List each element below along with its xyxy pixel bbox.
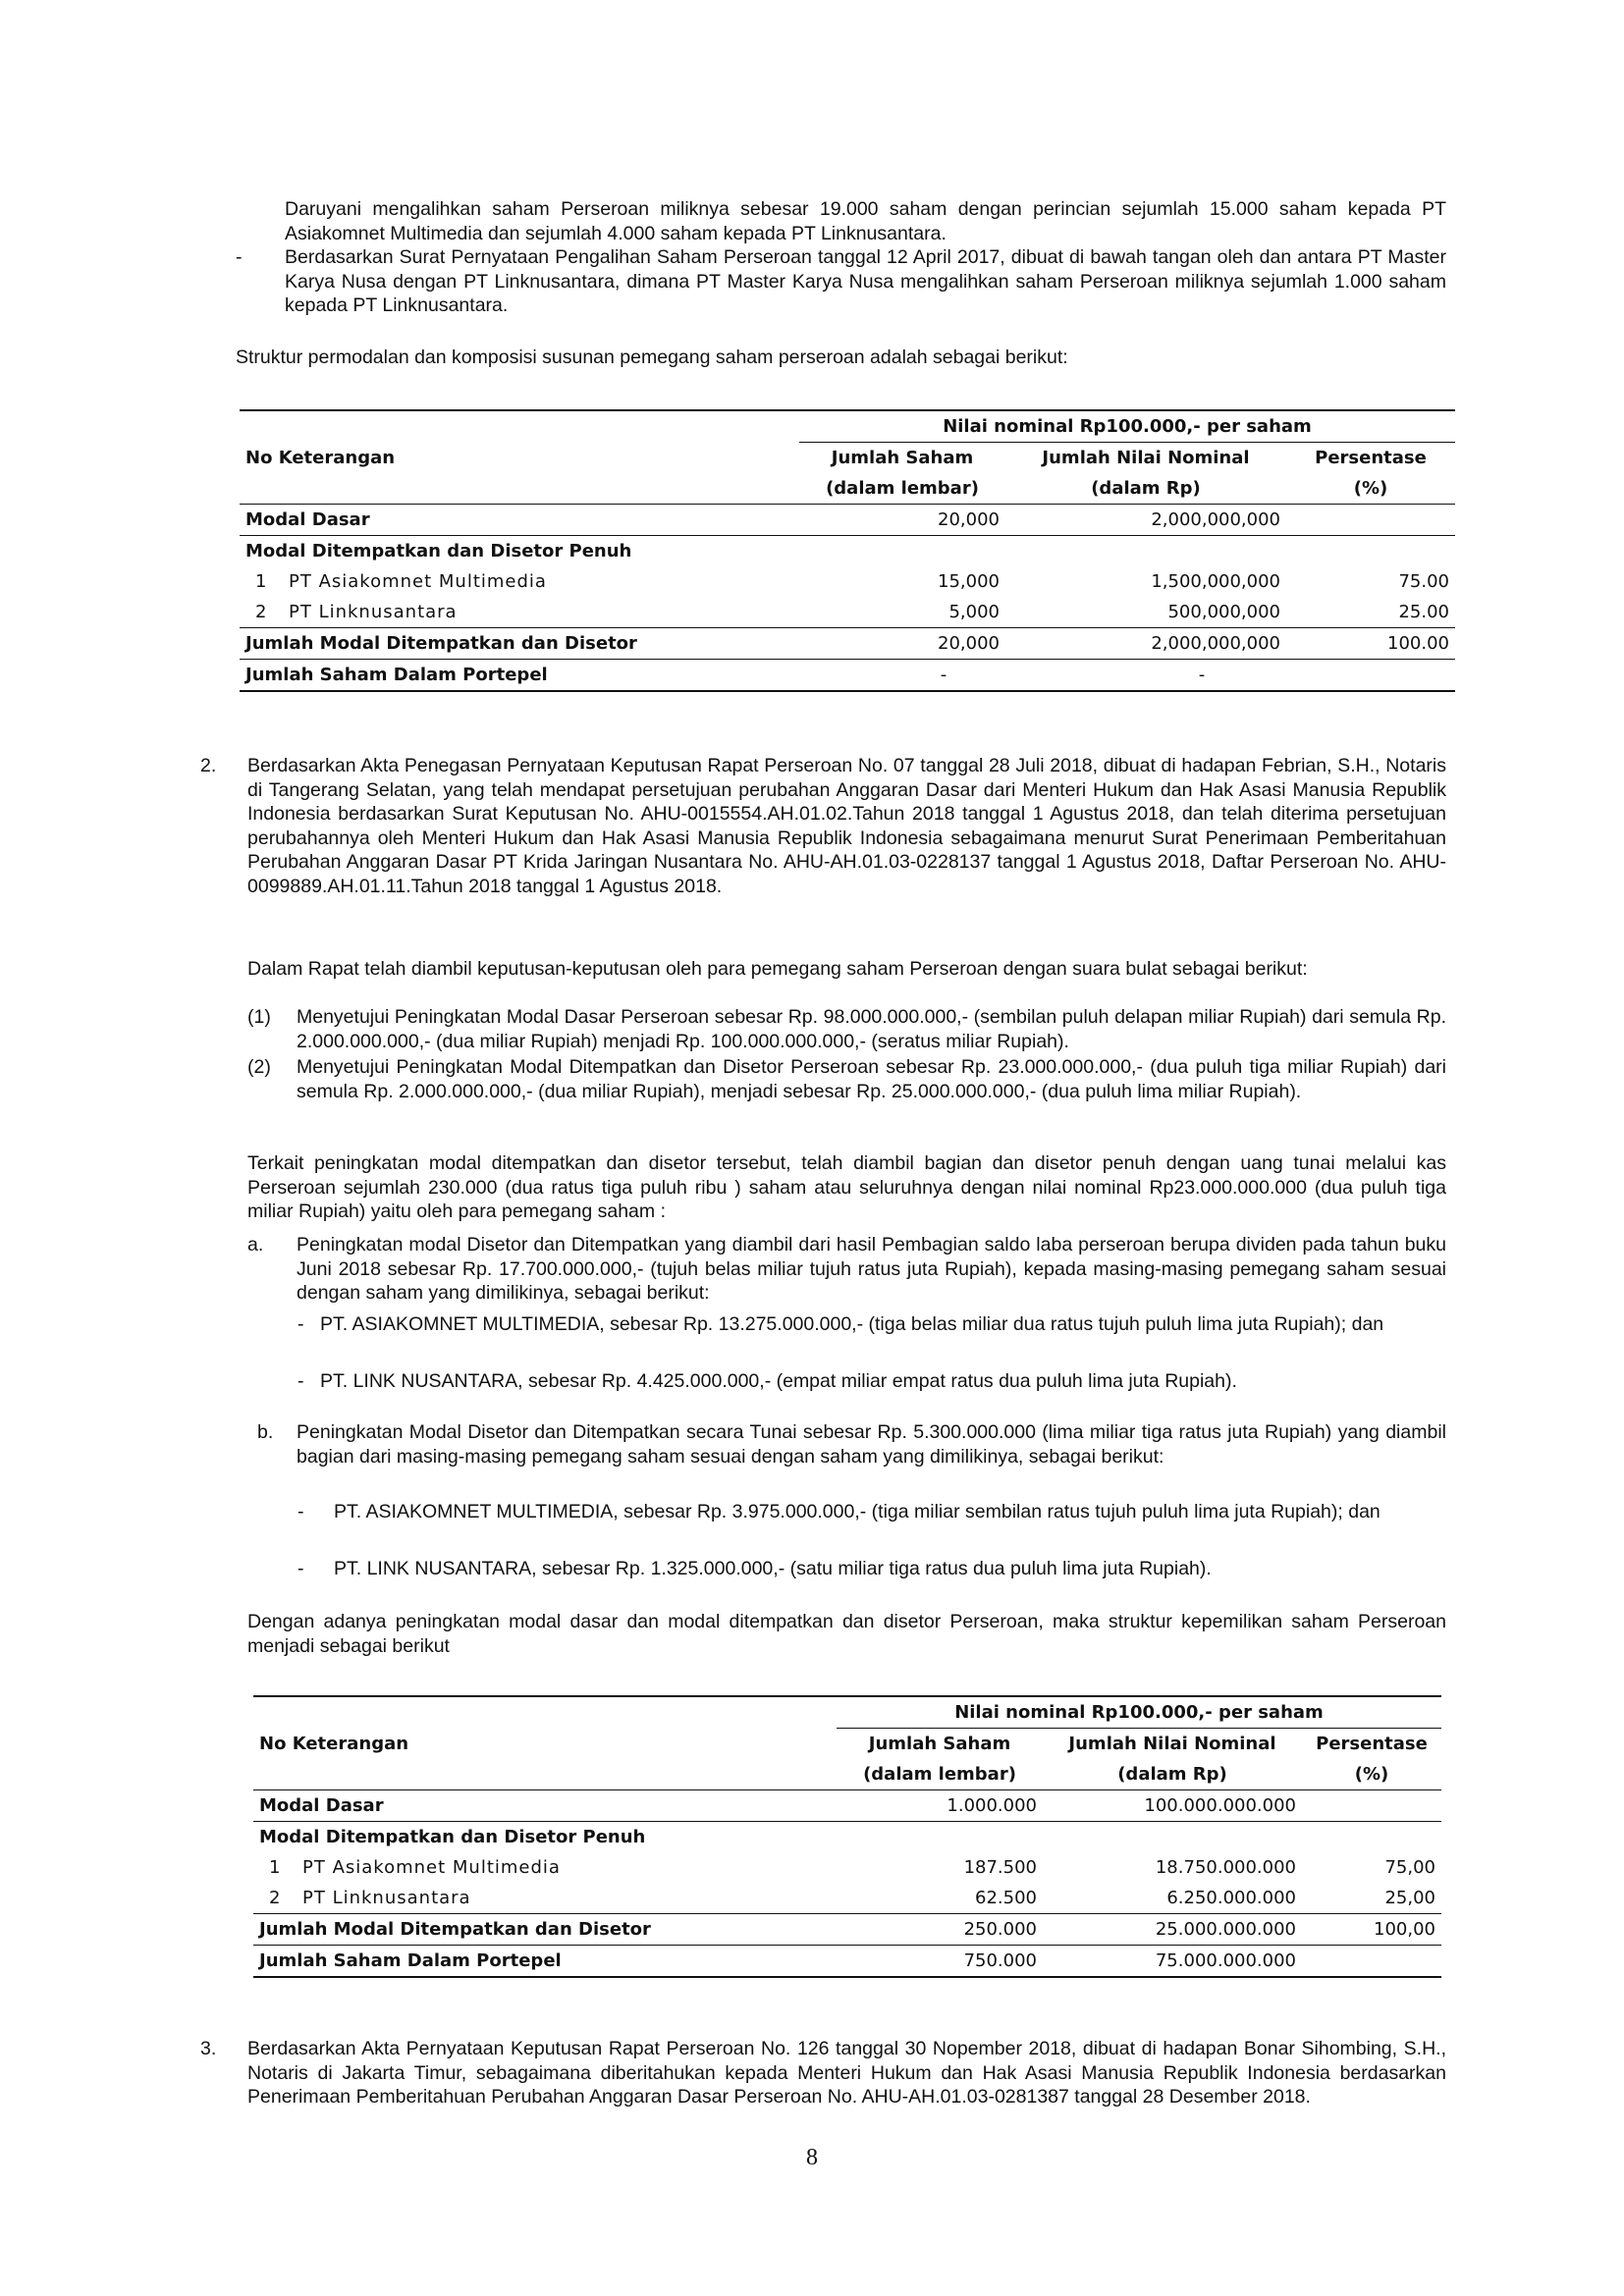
table1-header-row <box>240 443 1455 474</box>
section2-para3: Terkait peningkatan modal ditempatkan dan disetor tersebut, telah diambil bagian dan disetor penuh dengan uang tunai melalui kas Perseroan sejumlah 230.000 (dua ratus tiga puluh ribu ) saham atau seluruhnya dengan nilai nominal Rp23.000.000.000 (dua puluh tiga miliar Rupiah) yaitu oleh para pemegang saham : <box>247 1152 1446 1222</box>
decision-2-number: (2) <box>247 1056 271 1078</box>
point-a-dash-2: - <box>298 1370 304 1392</box>
page-number: 8 <box>806 2145 818 2170</box>
table1-row1-pct: 75.00 <box>1398 571 1449 592</box>
table1-row2-nilai: 500,000,000 <box>1167 602 1280 622</box>
structure-intro: Struktur permodalan dan komposisi susunan pemegang saham perseroan adalah sebagai berikut: <box>236 347 1068 368</box>
table1-row1-label: PT Asiakomnet Multimedia <box>289 571 547 592</box>
table2-portepel-row <box>253 1946 1441 1978</box>
table1-modal-dasar-label: Modal Dasar <box>240 505 799 536</box>
table2-modal-dasar-saham: 1.000.000 <box>837 1790 1043 1822</box>
point-a-dash-1: - <box>298 1313 304 1335</box>
table1-portepel-nilai: - <box>1005 660 1286 692</box>
table1-modal-dasar-nilai: 2,000,000,000 <box>1005 505 1286 536</box>
table1-row1-saham: 15,000 <box>938 571 1000 592</box>
table-row <box>240 597 1455 628</box>
table1-section-row <box>240 536 1455 567</box>
table2-row2-no: 2 <box>269 1888 281 1908</box>
table2-portepel-nilai: 75.000.000.000 <box>1043 1946 1302 1978</box>
table2-col-nilai: Jumlah Nilai Nominal <box>1068 1734 1276 1754</box>
table2-unit-nilai: (dalam Rp) <box>1117 1764 1227 1785</box>
table1-portepel-row <box>240 660 1455 692</box>
capital-structure-table-1 <box>240 409 1455 692</box>
table1-jumlah-saham: 20,000 <box>799 628 1005 660</box>
table2-row1-nilai: 18.750.000.000 <box>1155 1857 1296 1878</box>
point-b-dash-2: - <box>298 1558 304 1579</box>
table2-unit-pct: (%) <box>1354 1764 1389 1785</box>
table1-portepel-saham: - <box>799 660 1005 692</box>
table2-row1-pct: 75,00 <box>1384 1857 1435 1878</box>
table1-group-header: Nilai nominal Rp100.000,- per saham <box>799 410 1455 443</box>
table1-jumlah-label: Jumlah Modal Ditempatkan dan Disetor <box>240 628 799 660</box>
table2-row2-nilai: 6.250.000.000 <box>1166 1888 1296 1908</box>
point-a-bullet-2: PT. LINK NUSANTARA, sebesar Rp. 4.425.000.000,- (empat miliar empat ratus dua puluh lima juta Rupiah). <box>320 1370 1237 1392</box>
table2-row2-name <box>253 1883 837 1914</box>
table1-unit-saham: (dalam lembar) <box>826 478 979 499</box>
table2-row2-label: PT Linknusantara <box>302 1888 471 1908</box>
table2-unit-saham: (dalam lembar) <box>863 1764 1016 1785</box>
decision-1: Menyetujui Peningkatan Modal Dasar Perseroan sebesar Rp. 98.000.000.000,- (sembilan puluh delapan miliar Rupiah) dari semula Rp. 2.000.000.000,- (dua miliar Rupiah) menjadi Rp. 100.000.000.000,- (seratus miliar Rupiah). <box>297 1006 1446 1052</box>
table2-portepel-saham: 750.000 <box>837 1946 1043 1978</box>
table1-portepel-label: Jumlah Saham Dalam Portepel <box>240 660 799 692</box>
table-row <box>240 566 1455 597</box>
point-a-bullet-1: PT. ASIAKOMNET MULTIMEDIA, sebesar Rp. 13.275.000.000,- (tiga belas miliar dua ratus tujuh puluh lima juta Rupiah); dan <box>320 1313 1384 1335</box>
table2-group-header-row <box>253 1696 1441 1729</box>
table2-section-label: Modal Ditempatkan dan Disetor Penuh <box>253 1822 1441 1853</box>
decision-2: Menyetujui Peningkatan Modal Ditempatkan dan Disetor Perseroan sebesar Rp. 23.000.000.000,- (dua puluh tiga miliar Rupiah) dari semula Rp. 2.000.000.000,- (dua miliar Rupiah), menjadi sebesar Rp. 25.000.000.000,- (dua puluh lima miliar Rupiah). <box>297 1056 1446 1102</box>
table1-row1-name <box>240 566 799 597</box>
table1-row2-name <box>240 597 799 628</box>
table1-unit-nilai: (dalam Rp) <box>1091 478 1201 499</box>
table1-row2-no: 2 <box>255 602 267 622</box>
point-b-dash-1: - <box>298 1501 304 1522</box>
table2-header-row <box>253 1729 1441 1760</box>
section2-para2: Dalam Rapat telah diambil keputusan-keputusan oleh para pemegang saham Perseroan dengan suara bulat sebagai berikut: <box>247 958 1308 980</box>
intro-bullet: Berdasarkan Surat Pernyataan Pengalihan Saham Perseroan tanggal 12 April 2017, dibuat di bawah tangan oleh dan antara PT Master Karya Nusa dengan PT Linknusantara, dimana PT Master Karya Nusa mengalihkan saham Perseroan miliknya sejumlah 1.000 saham kepada PT Linknusantara. <box>285 246 1446 316</box>
section2-para4: Dengan adanya peningkatan modal dasar dan modal ditempatkan dan disetor Perseroan, maka struktur kepemilikan saham Perseroan menjadi sebagai berikut <box>247 1611 1446 1657</box>
point-b: Peningkatan Modal Disetor dan Ditempatkan secara Tunai sebesar Rp. 5.300.000.000 (lima miliar tiga ratus juta Rupiah) yang diambil bagian dari masing-masing pemegang saham sesuai dengan saham yang dimilikinya, sebagai berikut: <box>297 1421 1446 1468</box>
table2-row2-saham: 62.500 <box>975 1888 1037 1908</box>
table2-row1-name <box>253 1852 837 1883</box>
table1-col-pct: Persentase <box>1315 448 1427 468</box>
table1-col-nilai: Jumlah Nilai Nominal <box>1042 448 1250 468</box>
table2-modal-dasar-label: Modal Dasar <box>253 1790 837 1822</box>
table1-group-header-row <box>240 410 1455 443</box>
table1-jumlah-nilai: 2,000,000,000 <box>1005 628 1286 660</box>
table1-col-jumlah-saham: Jumlah Saham <box>831 448 974 468</box>
table1-modal-dasar-row <box>240 505 1455 536</box>
table1-row2-saham: 5,000 <box>948 602 1000 622</box>
table1-unit-row <box>240 473 1455 505</box>
section2-number: 2. <box>200 755 217 776</box>
table2-jumlah-pct: 100,00 <box>1302 1914 1441 1946</box>
table2-jumlah-label: Jumlah Modal Ditempatkan dan Disetor <box>253 1914 837 1946</box>
table1-unit-pct: (%) <box>1353 478 1388 499</box>
table2-row1-no: 1 <box>269 1857 281 1878</box>
table1-row2-pct: 25.00 <box>1398 602 1449 622</box>
table2-jumlah-nilai: 25.000.000.000 <box>1043 1914 1302 1946</box>
table2-row1-saham: 187.500 <box>963 1857 1037 1878</box>
table1-row1-nilai: 1,500,000,000 <box>1151 571 1280 592</box>
table1-row2-label: PT Linknusantara <box>289 602 458 622</box>
table2-jumlah-row <box>253 1914 1441 1946</box>
capital-structure-table-2 <box>253 1695 1441 1978</box>
table2-modal-dasar-row <box>253 1790 1441 1822</box>
table2-section-row <box>253 1822 1441 1853</box>
table-row <box>253 1852 1441 1883</box>
point-a: Peningkatan modal Disetor dan Ditempatkan yang diambil dari hasil Pembagian saldo laba perseroan berupa dividen pada tahun buku Juni 2018 sebesar Rp. 17.700.000.000,- (tujuh belas miliar tujuh ratus juta Rupiah), kepada masing-masing pemegang saham sesuai dengan saham yang dimilikinya, sebagai berikut: <box>297 1234 1446 1304</box>
table2-row2-pct: 25,00 <box>1384 1888 1435 1908</box>
table2-col-jumlah-saham: Jumlah Saham <box>868 1734 1011 1754</box>
table2-modal-dasar-nilai: 100.000.000.000 <box>1043 1790 1302 1822</box>
table2-unit-row <box>253 1759 1441 1790</box>
intro-dash: - <box>236 246 243 268</box>
decision-1-number: (1) <box>247 1006 271 1028</box>
table1-row1-no: 1 <box>255 571 267 592</box>
table-row <box>253 1883 1441 1914</box>
table1-jumlah-row <box>240 628 1455 660</box>
table2-jumlah-saham: 250.000 <box>837 1914 1043 1946</box>
table1-col-no-keterangan: No Keterangan <box>245 447 396 468</box>
point-b-marker: b. <box>257 1421 274 1443</box>
table2-col-no-keterangan: No Keterangan <box>259 1733 409 1754</box>
table2-row1-label: PT Asiakomnet Multimedia <box>302 1857 561 1878</box>
intro-continuation: Daruyani mengalihkan saham Perseroan miliknya sebesar 19.000 saham dengan perincian sejumlah 15.000 saham kepada PT Asiakomnet Multimedia dan sejumlah 4.000 saham kepada PT Linknusantara. <box>285 198 1446 244</box>
section3-para: Berdasarkan Akta Pernyataan Keputusan Rapat Perseroan No. 126 tanggal 30 Nopember 2018, dibuat di hadapan Bonar Sihombing, S.H., Notaris di Jakarta Timur, sebagaimana diberitahukan kepada Menteri Hukum dan Hak Asasi Manusia Republik Indonesia berdasarkan Penerimaan Pemberitahuan Perubahan Anggaran Dasar Perseroan No. AHU-AH.01.03-0281387 tanggal 28 Desember 2018. <box>247 2038 1446 2108</box>
table1-modal-dasar-saham: 20,000 <box>799 505 1005 536</box>
table2-group-header: Nilai nominal Rp100.000,- per saham <box>837 1696 1441 1729</box>
table1-jumlah-pct: 100.00 <box>1286 628 1455 660</box>
table2-col-pct: Persentase <box>1316 1734 1428 1754</box>
point-b-bullet-1: PT. ASIAKOMNET MULTIMEDIA, sebesar Rp. 3.975.000.000,- (tiga miliar sembilan ratus tujuh puluh lima juta Rupiah); dan <box>334 1501 1380 1522</box>
section2-para1: Berdasarkan Akta Penegasan Pernyataan Keputusan Rapat Perseroan No. 07 tanggal 28 Juli 2018, dibuat di hadapan Febrian, S.H., Notaris di Tangerang Selatan, yang telah mendapat persetujuan perubahan Anggaran Dasar dari Menteri Hukum dan Hak Asasi Manusia Republik Indonesia berdasarkan Surat Keputusan No. AHU-0015554.AH.01.02.Tahun 2018 tanggal 1 Agustus 2018, dan telah diterima persetujuan perubahannya oleh Menteri Hukum dan Hak Asasi Manusia Republik Indonesia sebagaimana menurut Surat Penerimaan Pemberitahuan Perubahan Anggaran Dasar PT Krida Jaringan Nusantara No. AHU-AH.01.03-0228137 tanggal 1 Agustus 2018, Daftar Perseroan No. AHU-0099889.AH.01.11.Tahun 2018 tanggal 1 Agustus 2018. <box>247 755 1446 897</box>
section3-number: 3. <box>200 2038 217 2059</box>
point-b-bullet-2: PT. LINK NUSANTARA, sebesar Rp. 1.325.000.000,- (satu miliar tiga ratus dua puluh lima juta Rupiah). <box>334 1558 1212 1579</box>
table2-portepel-label: Jumlah Saham Dalam Portepel <box>253 1946 837 1978</box>
table1-section-label: Modal Ditempatkan dan Disetor Penuh <box>240 536 1455 567</box>
point-a-marker: a. <box>247 1234 264 1255</box>
